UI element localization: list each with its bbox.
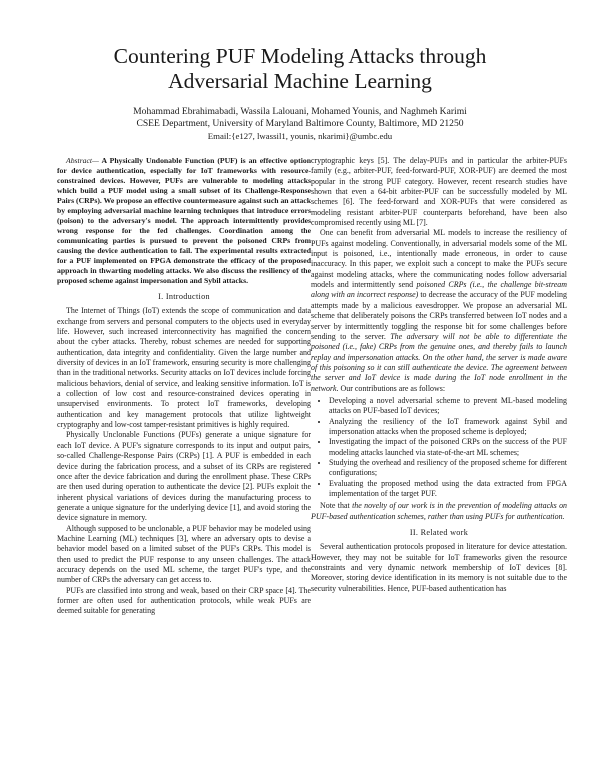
note-italic: the novelty of our work is in the prevention of modeling attacks on PUF-based authentication schemes, rather than using PUFs for authentication. [311,501,568,521]
email-line: Email:{e127, lwassil1, younis, nkarimi}@umbc.edu [207,131,393,141]
contributions-list [311,396,567,499]
abstract [57,156,311,286]
p2-text-b: to decrease the accuracy of the PUF modeling attempts made by a malicious eavesdropper. We propose an adversarial ML scheme that deliberately poisons the CRPs transferred between IoT nodes and a server by intermittently toggling the response bit for some challenges before sending to the server. [311,290,567,341]
left-column [57,156,311,617]
contribution-item: • Evaluating the proposed method using the data extracted from FPGA implementation of the target PUF. [329,479,567,500]
paper-title [0,44,600,94]
intro-paragraph-4: PUFs are classified into strong and weak, based on their CRP space [4]. The former are often used for authentication protocols, while weak PUFs are deemed suitable for generating [57,585,311,616]
section-heading-related-work: II. Related work [409,528,469,538]
intro-paragraph-2: Physically Unclonable Functions (PUFs) generate a unique signature for each IoT device. A PUF's signature corresponds to its input and output pairs, so-called Challenge-Response Pairs (CRPs) [1]. A PUF is embedded in each device during the fabrication process, and a subset of its CRPs are registered once after the device fabrication and during the enrollment phase. These CRPs are then used during operation to authenticate the device [2]. PUFs exploit the inherent physical variations of devices during the manufacturing process to generate a unique signature for the underlying device [1], and avoid storing the device signature in memory. [57,430,311,523]
section-heading-introduction: I. Introduction [158,292,210,301]
right-paragraph-2 [311,228,567,394]
abstract-body: A Physically Undonable Function (PUF) is an effective option for device authentication, especially for IoT frameworks with resource-constrained devices. However, PUFs are vulnerable to modeling attacks which build a PUF model using a small subset of its Challenge-Response Pairs (CRPs). We propose an effective countermeasure against such an attack by employing adversarial machine learning techniques that introduce errors (poison) to the adversary's model. The approach intermittently provides wrong response for the fed challenges. Coordination among the communicating parties is pursued to prevent the poisoned CRPs from causing the device authentication to fail. The experimental results extracted for a PUF implemented on FPGA demonstrate the efficacy of the proposed approach in thwarting modeling attacks. We also discuss the resiliency of the proposed scheme against impersonation and Sybil attacks. [57,156,311,285]
novelty-note [311,501,567,522]
p2-italic-1: poisoned CRPs (i.e., the challenge bit-stream along with an incorrect response) [311,280,567,300]
right-column [311,156,567,594]
related-paragraph-1: Several authentication protocols proposed in literature for device attestation. However, they may not be suitable for IoT frameworks given the resource constraints and very dynamic network membership of IoT devices [8]. Moreover, storing device identification in its memory is not suitable due to the security vulnerabilities. Hence, PUF-based authentication has [311,542,567,593]
contribution-item: • Investigating the impact of the poisoned CRPs on the success of the PUF modeling attacks launched via state-of-the-art ML schemes; [329,437,567,458]
contribution-item: • Analyzing the resiliency of the IoT framework against Sybil and impersonation attacks when the proposed scheme is deployed; [329,417,567,438]
contribution-item: • Developing a novel adversarial scheme to prevent ML-based modeling attacks on PUF-based IoT devices; [329,396,567,417]
p2-text-a: One can benefit from adversarial ML models to increase the resiliency of PUFs against modeling. Conventionally, in adversarial models some of the ML input is poisoned, i.e., intentionally made erroneous, in order to cause inaccuracy. In this paper, we exploit such a concept to make the PUFs secure against modeling attacks, where the communicating nodes follow adversarial models and intermittently send [311,228,567,290]
title-line-1: Countering PUF Modeling Attacks through [113,44,487,68]
title-line-2: Adversarial Machine Learning [168,69,432,93]
affiliation: CSEE Department, University of Maryland Baltimore County, Baltimore, MD 21250 [136,118,464,129]
p2-text-c: Our contributions are as follows: [338,383,446,393]
right-paragraph-1: cryptographic keys [5]. The delay-PUFs and in particular the arbiter-PUFs family (e.g., arbiter-PUF, feed-forward-PUF, XOR-PUF) are deemed the most popular in the strong PUF category. However, recent research studies have shown that even a 64-bit arbiter-PUF can be successfully modeled by ML schemes [6]. The feed-forward and XOR-PUFs that were considered as modeling resistant arbiter-PUF counterparts beforehand, have been also compromised recently using ML [7]. [311,156,567,228]
intro-paragraph-3: Although supposed to be unclonable, a PUF behavior may be modeled using Machine Learning (ML) techniques [3], where an adversary opts to devise a behavior model based on a limited subset of the PUF's CRPs. This model is then used to predict the PUF response to any unseen challenges. The attack accuracy depends on the used ML scheme, the target PUF's type, and the number of CRPs the adversary can get access to. [57,523,311,585]
author-list: Mohammad Ebrahimabadi, Wassila Lalouani, Mohamed Younis, and Naghmeh Karimi [133,106,467,117]
p2-italic-2: The adversary will not be able to differentiate the poisoned (i.e., fake) CRPs from the genuine ones, and thereby fails to launch replay and impersonation attacks. On the other hand, the server is made aware of this poisoning so it can still authenticate the device. The agreement between the server and IoT device is made during the IoT node enrollment in the network. [311,331,568,393]
intro-paragraph-1: The Internet of Things (IoT) extends the scope of communication and data exchange from servers and personal computers to the objects used in everyday life. However, such increased interconnectivity has magnified the concern about the cyber attacks. Thereby, robust schemes are needed for supporting authentication, data integrity and confidentiality. Given the large number and diversity of devices in an IoT framework, ensuring security is more challenging than in the traditional networks. Security attacks on IoT devices include forcing malicious behaviors, denial of service, and leaking sensitive information. IoT is a collection of low cost and resource-constrained devices operating in unsupervised environments. To protect IoT frameworks, developing authentication and key management protocols that utilize lightweight cryptography and low-cost tamper-resistant primitives is highly required. [57,306,311,430]
abstract-lead: Abstract— [66,156,99,165]
paper-header [0,44,600,142]
contribution-item: • Studying the overhead and resiliency of the proposed scheme for different configurations; [329,458,567,479]
note-text: Note that [320,501,353,511]
